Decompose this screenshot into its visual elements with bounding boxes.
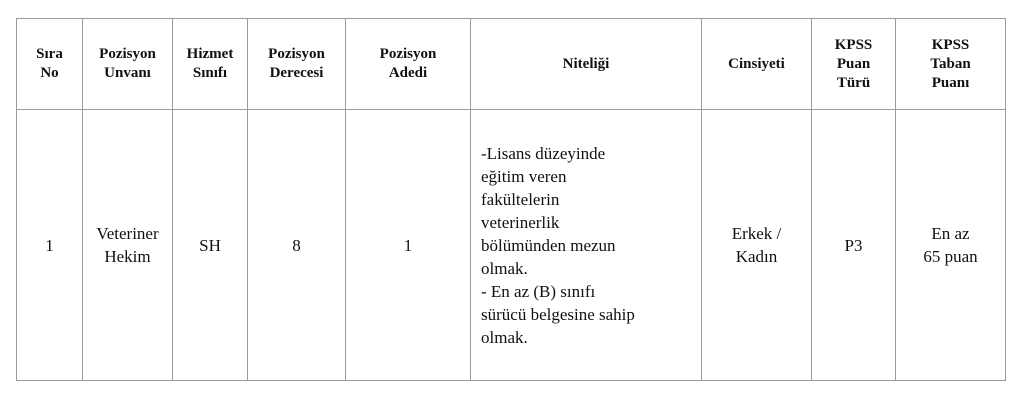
- cell-cinsiyeti: Erkek / Kadın: [702, 110, 812, 381]
- cell-kpss-puan-turu: P3: [812, 110, 896, 381]
- cell-sira-no: 1: [17, 110, 83, 381]
- cell-niteligi: -Lisans düzeyinde eğitim veren fakültelerin veterinerlik bölümünden mezun olmak. - En az (B) sınıfı sürücü belgesine sahip olmak.: [471, 110, 702, 381]
- cell-hizmet-sinifi: SH: [173, 110, 248, 381]
- header-niteligi: Niteliği: [471, 19, 702, 110]
- header-hizmet-sinifi: Hizmet Sınıfı: [173, 19, 248, 110]
- header-kpss-taban-puani: KPSS Taban Puanı: [896, 19, 1006, 110]
- positions-table: [16, 18, 1006, 381]
- cell-kpss-taban-puani: En az 65 puan: [896, 110, 1006, 381]
- header-pozisyon-unvani: Pozisyon Unvanı: [83, 19, 173, 110]
- cell-pozisyon-derecesi: 8: [248, 110, 346, 381]
- header-row: [17, 19, 1006, 110]
- header-kpss-puan-turu: KPSS Puan Türü: [812, 19, 896, 110]
- header-pozisyon-derecesi: Pozisyon Derecesi: [248, 19, 346, 110]
- table-row: [17, 110, 1006, 381]
- header-cinsiyeti: Cinsiyeti: [702, 19, 812, 110]
- cell-pozisyon-unvani: Veteriner Hekim: [83, 110, 173, 381]
- header-sira-no: Sıra No: [17, 19, 83, 110]
- header-pozisyon-adedi: Pozisyon Adedi: [346, 19, 471, 110]
- cell-pozisyon-adedi: 1: [346, 110, 471, 381]
